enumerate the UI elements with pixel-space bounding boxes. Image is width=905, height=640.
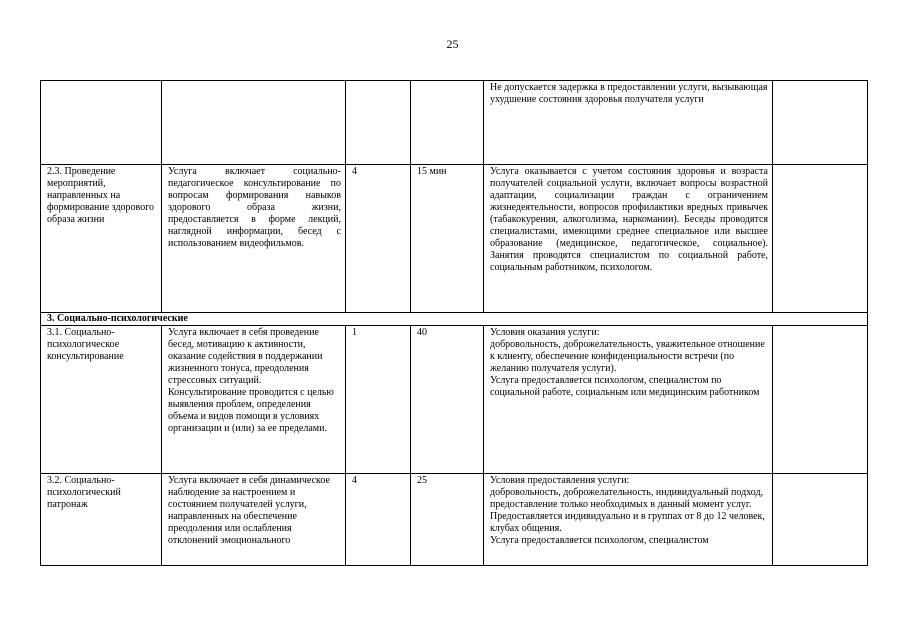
service-time-cell: 15 мин: [411, 165, 484, 313]
table-cell: [773, 165, 868, 313]
table-cell: [41, 81, 162, 165]
service-time-cell: 25: [411, 474, 484, 566]
requirements-line: Услуга предоставляется психологом, специалистом по социальной работе, социальным или медицинским работником: [490, 375, 760, 398]
table-cell: [346, 81, 411, 165]
table-row: [41, 165, 868, 313]
service-name-cell: 3.2. Социально-психологический патронаж: [41, 474, 162, 566]
requirements-line: Предоставляется индивидуально и в группах от 8 до 12 человек, клубах общения.: [490, 511, 765, 534]
service-value-cell: 1: [346, 326, 411, 474]
table-cell: [773, 81, 868, 165]
service-value-cell: 4: [346, 474, 411, 566]
service-name-cell: 3.1. Социально-психологическое консультирование: [41, 326, 162, 474]
service-description-cell: [162, 474, 346, 566]
requirements-line: Услуга предоставляется психологом, специалистом: [490, 535, 709, 546]
service-description-cell: Услуга включает социально-педагогическое консультирование по вопросам формирования навыков здорового образа жизни, предоставляется в форме лекций, наглядной информации, бесед с использованием видеофильмов.: [162, 165, 346, 313]
service-value-cell: 4: [346, 165, 411, 313]
requirements-line: Условия предоставления услуги:: [490, 475, 630, 486]
table-cell: [773, 474, 868, 566]
table-row: [41, 81, 868, 165]
requirements-cell: [484, 474, 773, 566]
section-title: 3. Социально-психологические: [41, 313, 868, 326]
table-row: [41, 326, 868, 474]
service-description: Услуга включает в себя динамическое наблюдение за настроением и состоянием получателей услуги, направленных на обеспечение преодоления или ослабления отклонений эмоционального: [168, 475, 330, 546]
service-name-cell: 2.3. Проведение мероприятий, направленных на формирование здорового образа жизни: [41, 165, 162, 313]
table-cell: [162, 81, 346, 165]
service-description-cell: Услуга включает в себя проведение бесед, мотивацию к активности, оказание содействия в поддержании жизненного тонуса, преодоления стрессовых ситуаций. Консультирование проводится с целью выявления проблем, определения объема и видов помощи в условиях организации и (или) за ее пределами.: [162, 326, 346, 474]
requirements-cell: [484, 326, 773, 474]
service-time-cell: 40: [411, 326, 484, 474]
requirements-cell: Не допускается задержка в предоставлении услуги, вызывающая ухудшение состояния здоровья получателя услуги: [484, 81, 773, 165]
requirements-line: добровольность, доброжелательность, уважительное отношение к клиенту, обеспечение конфиденциальности встречи (по желанию получателя услуги).: [490, 339, 765, 374]
services-table: [40, 80, 868, 566]
requirements-cell: Услуга оказывается с учетом состояния здоровья и возраста получателей социальной услуги, включает вопросы возрастной адаптации, социализации граждан с ограничением жизнедеятельности, вопросов профилактики вредных привычек (табакокурения, алкоголизма, наркомании). Беседы проводятся специалистами, имеющими среднее специальное или высшее образование (медицинское, педагогическое, социальное). Занятия проводятся специалистом по социальной работе, социальным работником, психологом.: [484, 165, 773, 313]
section-row: [41, 313, 868, 326]
table-row: [41, 474, 868, 566]
requirements-line: Условия оказания услуги:: [490, 327, 600, 338]
page-number: 25: [446, 37, 459, 51]
requirements-line: добровольность, доброжелательность, индивидуальный подход, предоставление только необходимых в данный момент услуг.: [490, 487, 764, 510]
table-cell: [773, 326, 868, 474]
table-cell: [411, 81, 484, 165]
